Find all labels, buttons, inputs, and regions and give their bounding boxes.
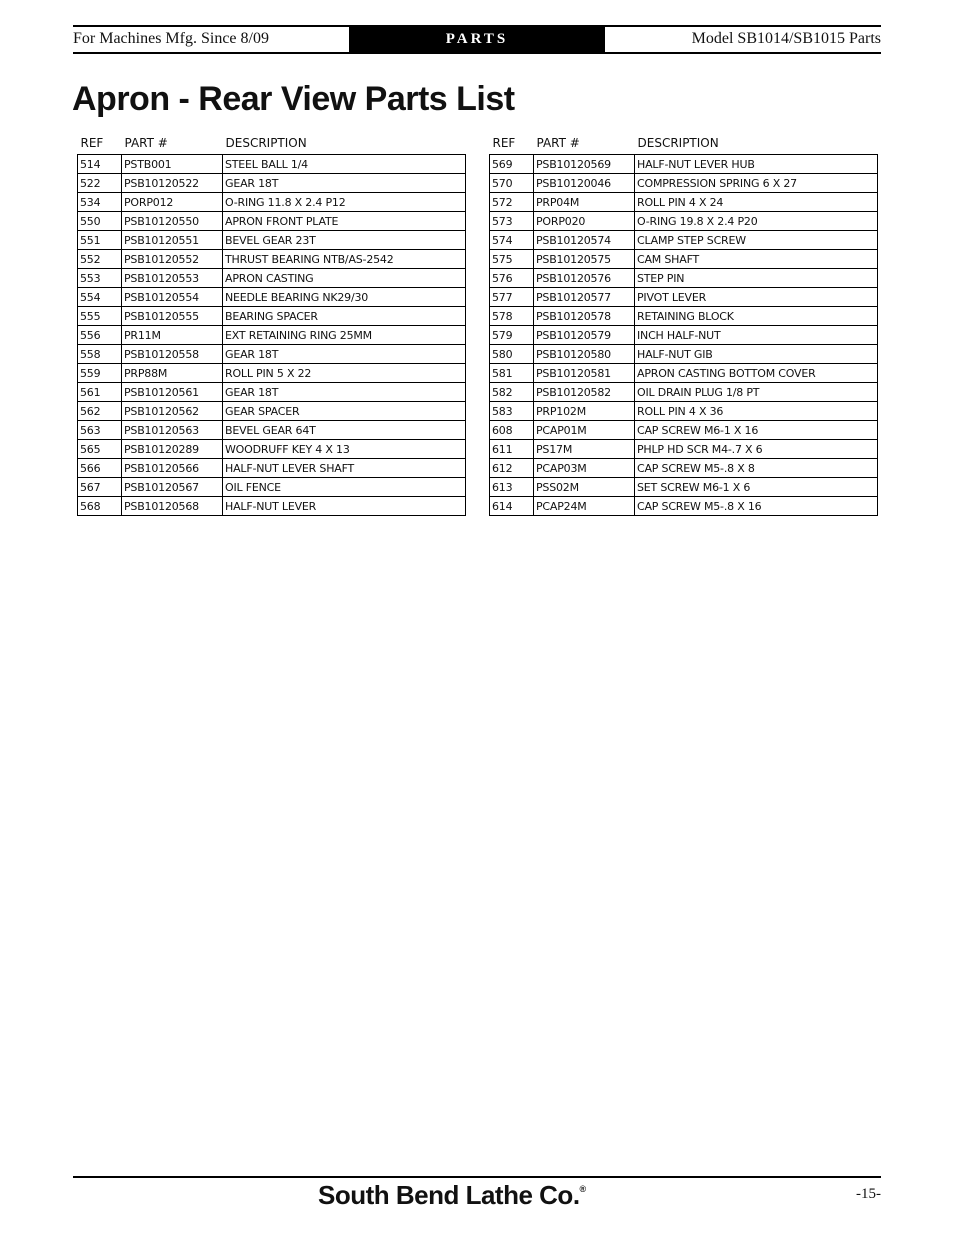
table-row bbox=[78, 174, 466, 193]
part-number-cell: PSB10120289 bbox=[122, 440, 223, 459]
registered-mark: ® bbox=[579, 1184, 586, 1194]
page-number: -15- bbox=[856, 1186, 881, 1202]
description-cell: CAP SCREW M5-.8 X 8 bbox=[635, 459, 878, 478]
part-number-cell: PSB10120582 bbox=[534, 383, 635, 402]
parts-table-left-wrapper bbox=[77, 136, 466, 516]
part-number-cell: PSB10120569 bbox=[534, 155, 635, 174]
part-number-cell: PR11M bbox=[122, 326, 223, 345]
description-cell: ROLL PIN 5 X 22 bbox=[223, 364, 466, 383]
header-left-text: For Machines Mfg. Since 8/09 bbox=[73, 30, 269, 47]
description-cell: APRON CASTING BOTTOM COVER bbox=[635, 364, 878, 383]
ref-cell: 556 bbox=[78, 326, 122, 345]
parts-table-right-wrapper bbox=[489, 136, 878, 516]
ref-cell: 611 bbox=[490, 440, 534, 459]
description-cell: APRON FRONT PLATE bbox=[223, 212, 466, 231]
table-row bbox=[490, 345, 878, 364]
table-row bbox=[490, 174, 878, 193]
parts-table-left bbox=[77, 136, 466, 516]
part-number-cell: PSB10120046 bbox=[534, 174, 635, 193]
table-row bbox=[78, 402, 466, 421]
ref-cell: 570 bbox=[490, 174, 534, 193]
description-cell: GEAR 18T bbox=[223, 383, 466, 402]
description-cell: APRON CASTING bbox=[223, 269, 466, 288]
description-cell: BEARING SPACER bbox=[223, 307, 466, 326]
parts-table-right bbox=[489, 136, 878, 516]
table-row bbox=[490, 402, 878, 421]
table-row bbox=[78, 231, 466, 250]
part-number-cell: PRP88M bbox=[122, 364, 223, 383]
ref-cell: 614 bbox=[490, 497, 534, 516]
part-number-cell: PCAP03M bbox=[534, 459, 635, 478]
part-number-cell: PSB10120551 bbox=[122, 231, 223, 250]
parts-table-left-body bbox=[78, 155, 466, 516]
column-header-part: PART # bbox=[536, 136, 580, 150]
page-title: Apron - Rear View Parts List bbox=[72, 80, 515, 118]
ref-cell: 574 bbox=[490, 231, 534, 250]
part-number-cell: PSB10120566 bbox=[122, 459, 223, 478]
table-row bbox=[490, 193, 878, 212]
table-row bbox=[490, 440, 878, 459]
part-number-cell: PSB10120555 bbox=[122, 307, 223, 326]
part-number-cell: PSB10120574 bbox=[534, 231, 635, 250]
table-row bbox=[78, 364, 466, 383]
table-row bbox=[78, 193, 466, 212]
brand-name: South Bend Lathe Co. bbox=[318, 1180, 580, 1210]
ref-cell: 572 bbox=[490, 193, 534, 212]
part-number-cell: PSB10120578 bbox=[534, 307, 635, 326]
table-row bbox=[78, 307, 466, 326]
ref-cell: 577 bbox=[490, 288, 534, 307]
description-cell: HALF-NUT GIB bbox=[635, 345, 878, 364]
part-number-cell: PSB10120581 bbox=[534, 364, 635, 383]
ref-cell: 562 bbox=[78, 402, 122, 421]
ref-cell: 566 bbox=[78, 459, 122, 478]
part-number-cell: PORP012 bbox=[122, 193, 223, 212]
ref-cell: 553 bbox=[78, 269, 122, 288]
table-row bbox=[490, 288, 878, 307]
part-number-cell: PSB10120562 bbox=[122, 402, 223, 421]
description-cell: PIVOT LEVER bbox=[635, 288, 878, 307]
ref-cell: 558 bbox=[78, 345, 122, 364]
ref-cell: 608 bbox=[490, 421, 534, 440]
description-cell: O-RING 19.8 X 2.4 P20 bbox=[635, 212, 878, 231]
description-cell: HALF-NUT LEVER HUB bbox=[635, 155, 878, 174]
ref-cell: 550 bbox=[78, 212, 122, 231]
table-row bbox=[78, 345, 466, 364]
ref-cell: 581 bbox=[490, 364, 534, 383]
table-row bbox=[490, 326, 878, 345]
header-right-text: Model SB1014/SB1015 Parts bbox=[691, 30, 881, 47]
column-header-part: PART # bbox=[124, 136, 168, 150]
part-number-cell: PCAP01M bbox=[534, 421, 635, 440]
table-row bbox=[78, 326, 466, 345]
table-row bbox=[490, 421, 878, 440]
table-row bbox=[490, 155, 878, 174]
table-row bbox=[490, 383, 878, 402]
ref-cell: 565 bbox=[78, 440, 122, 459]
table-row bbox=[490, 478, 878, 497]
ref-cell: 568 bbox=[78, 497, 122, 516]
part-number-cell: PS17M bbox=[534, 440, 635, 459]
table-row bbox=[78, 250, 466, 269]
ref-cell: 534 bbox=[78, 193, 122, 212]
description-cell: BEVEL GEAR 64T bbox=[223, 421, 466, 440]
table-row bbox=[490, 269, 878, 288]
description-cell: SET SCREW M6-1 X 6 bbox=[635, 478, 878, 497]
description-cell: NEEDLE BEARING NK29/30 bbox=[223, 288, 466, 307]
description-cell: INCH HALF-NUT bbox=[635, 326, 878, 345]
description-cell: OIL FENCE bbox=[223, 478, 466, 497]
part-number-cell: PSB10120575 bbox=[534, 250, 635, 269]
ref-cell: 554 bbox=[78, 288, 122, 307]
description-cell: CAP SCREW M5-.8 X 16 bbox=[635, 497, 878, 516]
part-number-cell: PCAP24M bbox=[534, 497, 635, 516]
table-row bbox=[490, 250, 878, 269]
description-cell: THRUST BEARING NTB/AS-2542 bbox=[223, 250, 466, 269]
ref-cell: 561 bbox=[78, 383, 122, 402]
header-section-label: PARTS bbox=[349, 27, 605, 52]
ref-cell: 555 bbox=[78, 307, 122, 326]
description-cell: COMPRESSION SPRING 6 X 27 bbox=[635, 174, 878, 193]
ref-cell: 613 bbox=[490, 478, 534, 497]
ref-cell: 552 bbox=[78, 250, 122, 269]
part-number-cell: PSTB001 bbox=[122, 155, 223, 174]
table-row bbox=[78, 383, 466, 402]
part-number-cell: PSB10120552 bbox=[122, 250, 223, 269]
table-row bbox=[78, 421, 466, 440]
description-cell: CLAMP STEP SCREW bbox=[635, 231, 878, 250]
column-header-ref: REF bbox=[80, 136, 104, 150]
brand-logo bbox=[318, 1180, 586, 1211]
ref-cell: 514 bbox=[78, 155, 122, 174]
description-cell: GEAR SPACER bbox=[223, 402, 466, 421]
part-number-cell: PRP04M bbox=[534, 193, 635, 212]
description-cell: O-RING 11.8 X 2.4 P12 bbox=[223, 193, 466, 212]
table-row bbox=[78, 497, 466, 516]
part-number-cell: PORP020 bbox=[534, 212, 635, 231]
part-number-cell: PSB10120553 bbox=[122, 269, 223, 288]
ref-cell: 569 bbox=[490, 155, 534, 174]
table-row bbox=[490, 497, 878, 516]
description-cell: ROLL PIN 4 X 36 bbox=[635, 402, 878, 421]
ref-cell: 559 bbox=[78, 364, 122, 383]
part-number-cell: PSB10120567 bbox=[122, 478, 223, 497]
table-row bbox=[78, 269, 466, 288]
description-cell: EXT RETAINING RING 25MM bbox=[223, 326, 466, 345]
part-number-cell: PSB10120579 bbox=[534, 326, 635, 345]
ref-cell: 522 bbox=[78, 174, 122, 193]
description-cell: RETAINING BLOCK bbox=[635, 307, 878, 326]
ref-cell: 578 bbox=[490, 307, 534, 326]
table-row bbox=[78, 478, 466, 497]
part-number-cell: PSB10120554 bbox=[122, 288, 223, 307]
ref-cell: 583 bbox=[490, 402, 534, 421]
column-header-ref: REF bbox=[492, 136, 516, 150]
footer-rule bbox=[73, 1176, 881, 1178]
part-number-cell: PSB10120576 bbox=[534, 269, 635, 288]
ref-cell: 612 bbox=[490, 459, 534, 478]
ref-cell: 576 bbox=[490, 269, 534, 288]
part-number-cell: PSB10120561 bbox=[122, 383, 223, 402]
description-cell: GEAR 18T bbox=[223, 345, 466, 364]
table-row bbox=[490, 212, 878, 231]
ref-cell: 580 bbox=[490, 345, 534, 364]
description-cell: CAP SCREW M6-1 X 16 bbox=[635, 421, 878, 440]
part-number-cell: PSB10120580 bbox=[534, 345, 635, 364]
ref-cell: 573 bbox=[490, 212, 534, 231]
part-number-cell: PRP102M bbox=[534, 402, 635, 421]
parts-table-right-body bbox=[490, 155, 878, 516]
part-number-cell: PSB10120563 bbox=[122, 421, 223, 440]
description-cell: HALF-NUT LEVER SHAFT bbox=[223, 459, 466, 478]
table-row bbox=[490, 459, 878, 478]
ref-cell: 575 bbox=[490, 250, 534, 269]
part-number-cell: PSB10120577 bbox=[534, 288, 635, 307]
part-number-cell: PSS02M bbox=[534, 478, 635, 497]
ref-cell: 582 bbox=[490, 383, 534, 402]
table-header-row bbox=[78, 136, 466, 155]
description-cell: CAM SHAFT bbox=[635, 250, 878, 269]
table-row bbox=[490, 364, 878, 383]
ref-cell: 567 bbox=[78, 478, 122, 497]
table-row bbox=[490, 307, 878, 326]
description-cell: OIL DRAIN PLUG 1/8 PT bbox=[635, 383, 878, 402]
description-cell: STEP PIN bbox=[635, 269, 878, 288]
column-header-description: DESCRIPTION bbox=[637, 136, 719, 150]
description-cell: BEVEL GEAR 23T bbox=[223, 231, 466, 250]
ref-cell: 563 bbox=[78, 421, 122, 440]
table-row bbox=[78, 212, 466, 231]
description-cell: STEEL BALL 1/4 bbox=[223, 155, 466, 174]
description-cell: PHLP HD SCR M4-.7 X 6 bbox=[635, 440, 878, 459]
description-cell: ROLL PIN 4 X 24 bbox=[635, 193, 878, 212]
description-cell: HALF-NUT LEVER bbox=[223, 497, 466, 516]
table-row bbox=[78, 440, 466, 459]
part-number-cell: PSB10120522 bbox=[122, 174, 223, 193]
description-cell: GEAR 18T bbox=[223, 174, 466, 193]
description-cell: WOODRUFF KEY 4 X 13 bbox=[223, 440, 466, 459]
part-number-cell: PSB10120568 bbox=[122, 497, 223, 516]
ref-cell: 551 bbox=[78, 231, 122, 250]
table-row bbox=[78, 459, 466, 478]
table-header-row bbox=[490, 136, 878, 155]
table-row bbox=[78, 288, 466, 307]
table-row bbox=[78, 155, 466, 174]
table-row bbox=[490, 231, 878, 250]
ref-cell: 579 bbox=[490, 326, 534, 345]
part-number-cell: PSB10120550 bbox=[122, 212, 223, 231]
page-header bbox=[73, 25, 881, 55]
part-number-cell: PSB10120558 bbox=[122, 345, 223, 364]
header-bottom-rule bbox=[73, 52, 881, 54]
column-header-description: DESCRIPTION bbox=[225, 136, 307, 150]
